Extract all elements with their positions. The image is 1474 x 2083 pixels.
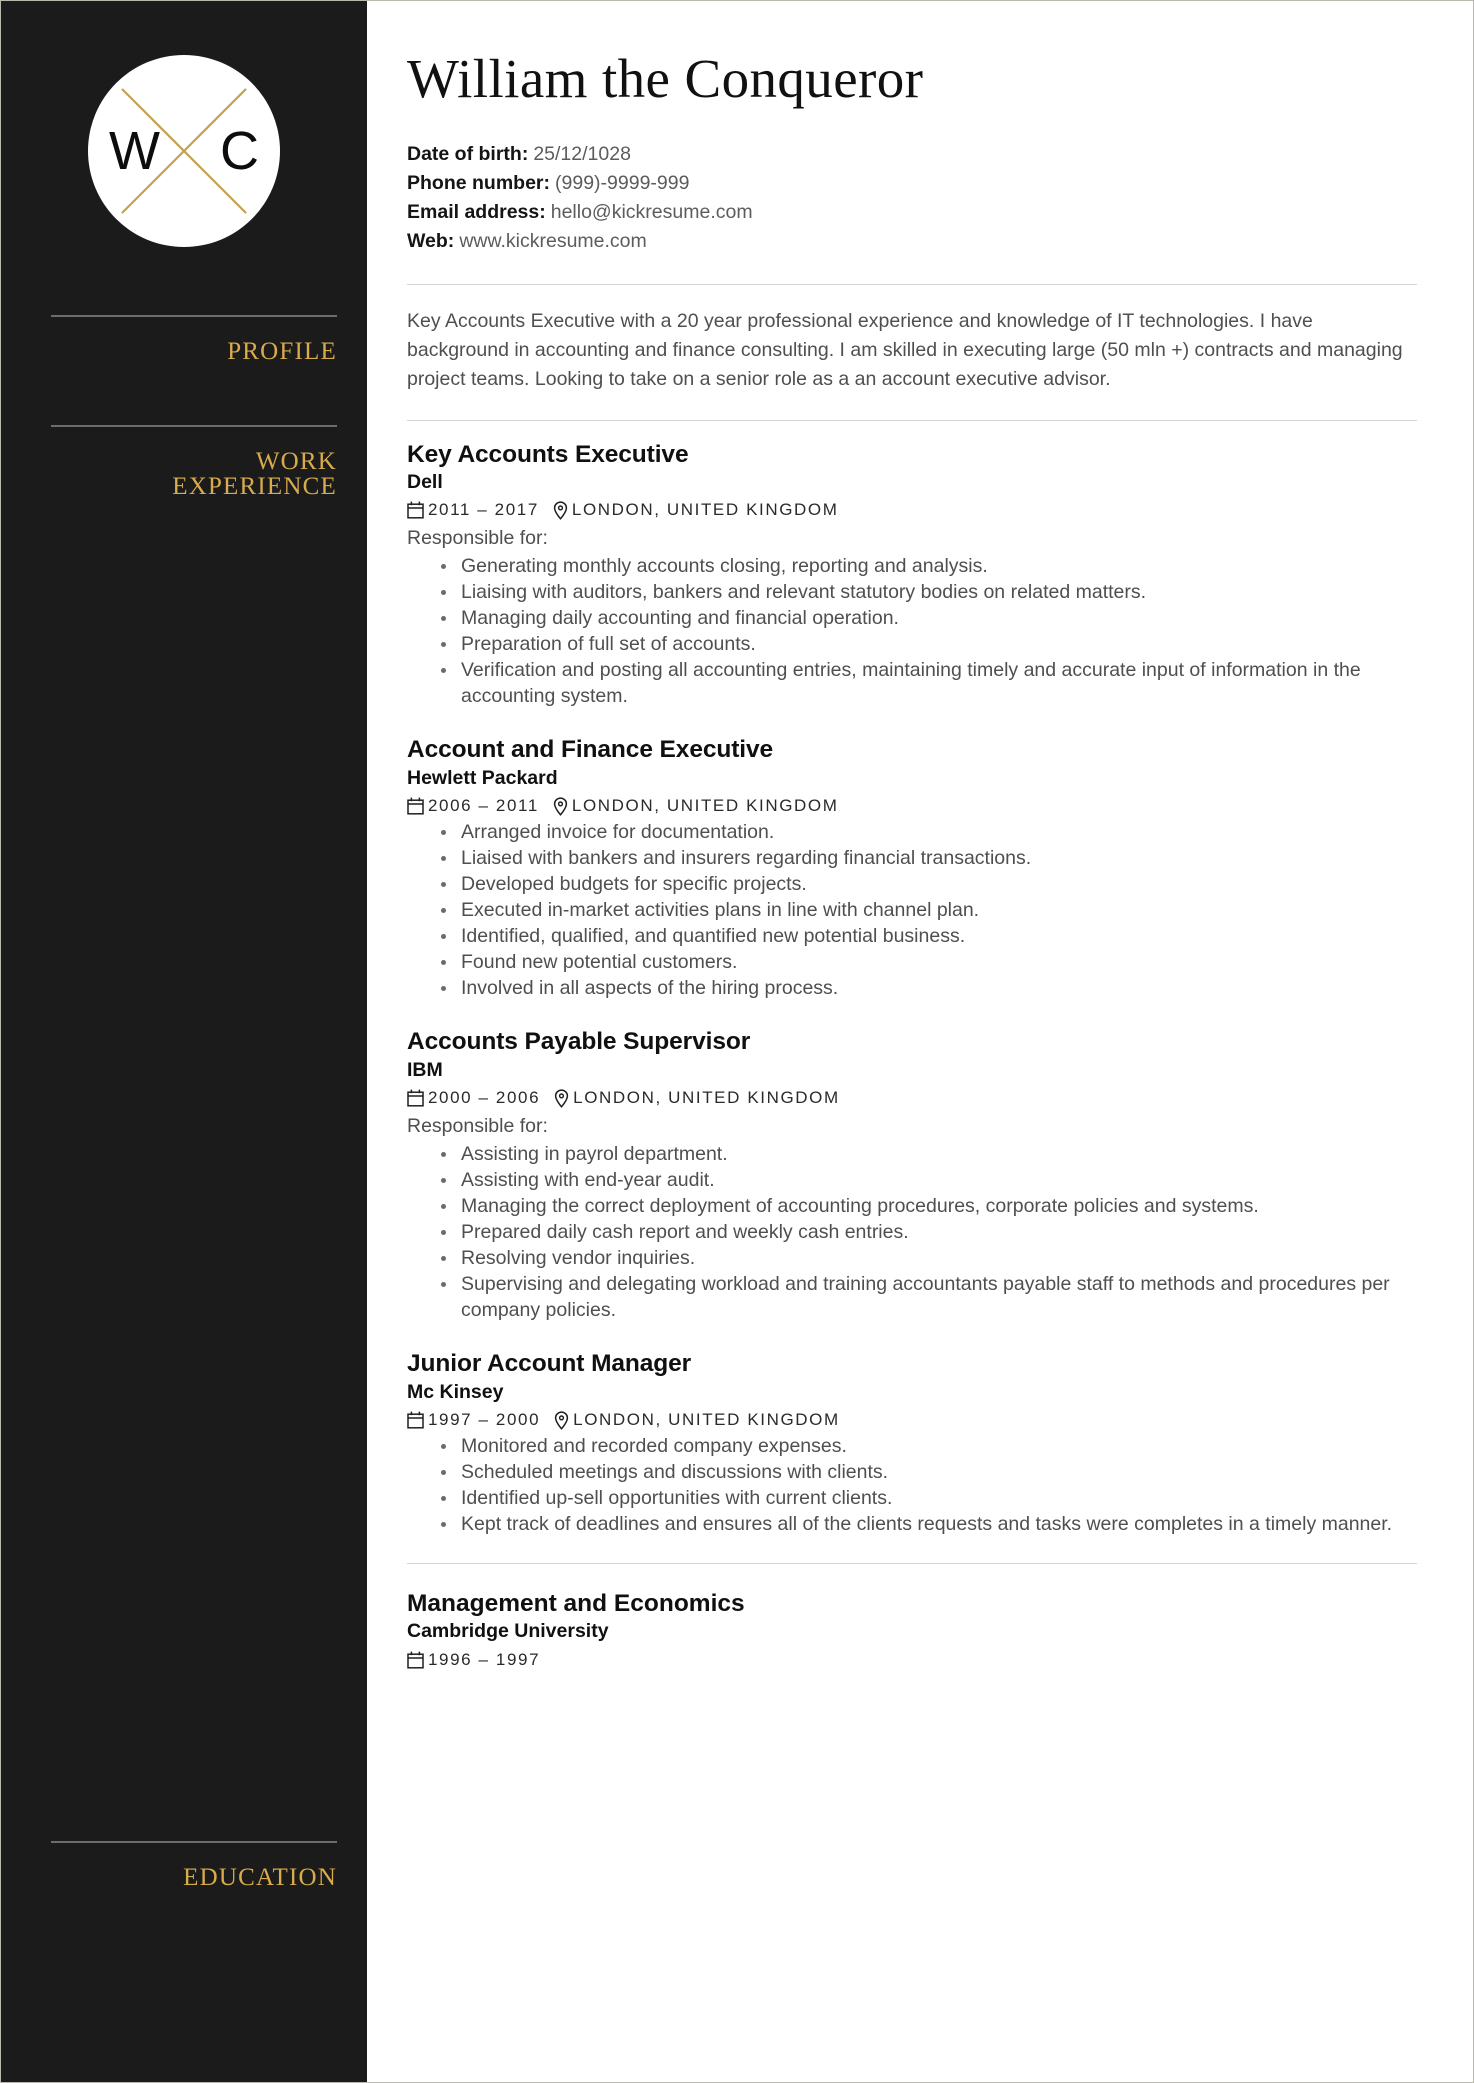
contact-value[interactable]: hello@kickresume.com bbox=[550, 200, 753, 223]
job-company: Dell bbox=[407, 470, 443, 493]
education-dates: 1996 – 1997 bbox=[428, 1649, 541, 1669]
job-bullet: Preparation of full set of accounts. bbox=[441, 631, 1417, 657]
job-meta bbox=[407, 1087, 1417, 1109]
contact-value[interactable]: www.kickresume.com bbox=[459, 229, 647, 252]
main-content bbox=[367, 1, 1473, 2082]
job-bullet: Liaising with auditors, bankers and relevant statutory bodies on related matters. bbox=[441, 579, 1417, 605]
job-bullet: Scheduled meetings and discussions with clients. bbox=[441, 1459, 1417, 1485]
location-pin-icon bbox=[554, 1089, 569, 1108]
job-bullet: Found new potential customers. bbox=[441, 949, 1417, 975]
job-meta bbox=[407, 499, 1417, 521]
job-bullet-list bbox=[407, 1141, 1417, 1323]
job-bullet: Verification and posting all accounting entries, maintaining timely and accurate input of information in the accounting system. bbox=[441, 657, 1417, 709]
job-dates: 2006 – 2011 bbox=[428, 796, 539, 816]
job-location: LONDON, UNITED KINGDOM bbox=[573, 1409, 840, 1429]
divider bbox=[407, 1563, 1417, 1564]
resume-document bbox=[1, 1, 1473, 2082]
job-bullet: Arranged invoice for documentation. bbox=[441, 819, 1417, 845]
job-company: IBM bbox=[407, 1058, 443, 1081]
job-meta bbox=[407, 1409, 1417, 1431]
job-company: Mc Kinsey bbox=[407, 1380, 504, 1403]
monogram-initial-left: W bbox=[109, 121, 160, 181]
contact-value: (999)-9999-999 bbox=[555, 171, 690, 194]
sidebar-label-work-line1: WORK bbox=[255, 447, 337, 475]
divider bbox=[407, 284, 1417, 285]
job-bullet: Executed in-market activities plans in line with channel plan. bbox=[441, 897, 1417, 923]
education-school: Cambridge University bbox=[407, 1620, 609, 1643]
monogram-letters bbox=[109, 120, 259, 182]
job-dates: 1997 – 2000 bbox=[428, 1409, 541, 1429]
job-bullet-list bbox=[407, 819, 1417, 1001]
contact-row-phone bbox=[407, 169, 1417, 198]
contact-label: Email address: bbox=[407, 200, 546, 223]
work-experience-item bbox=[407, 441, 1417, 710]
education-list bbox=[407, 1590, 1417, 1671]
sidebar-section-education bbox=[1, 1841, 367, 1891]
job-bullet: Assisting with end-year audit. bbox=[441, 1167, 1417, 1193]
location-pin-icon bbox=[553, 501, 568, 520]
job-title: Key Accounts Executive bbox=[407, 440, 689, 468]
job-bullet: Assisting in payrol department. bbox=[441, 1141, 1417, 1167]
job-bullet-list bbox=[407, 1433, 1417, 1537]
education-degree: Management and Economics bbox=[407, 1590, 745, 1618]
monogram-logo bbox=[88, 55, 280, 247]
education-item bbox=[407, 1590, 1417, 1671]
job-intro: Responsible for: bbox=[407, 527, 548, 550]
job-intro: Responsible for: bbox=[407, 1115, 548, 1138]
job-bullet: Kept track of deadlines and ensures all of the clients requests and tasks were completes in a timely manner. bbox=[441, 1511, 1417, 1537]
job-location: LONDON, UNITED KINGDOM bbox=[571, 796, 839, 816]
sidebar-section-work-experience bbox=[1, 425, 367, 500]
job-bullet: Generating monthly accounts closing, reporting and analysis. bbox=[441, 553, 1417, 579]
contact-row-web[interactable] bbox=[407, 227, 1417, 256]
job-bullet: Liaised with bankers and insurers regarding financial transactions. bbox=[441, 845, 1417, 871]
job-bullet: Monitored and recorded company expenses. bbox=[441, 1433, 1417, 1459]
sidebar-section-profile bbox=[1, 315, 367, 365]
job-bullet: Supervising and delegating workload and training accountants payable staff to methods and procedures per company policies. bbox=[441, 1271, 1417, 1323]
contact-label: Phone number: bbox=[407, 171, 551, 194]
logo-wrapper bbox=[1, 1, 367, 247]
calendar-icon bbox=[407, 797, 424, 815]
location-pin-icon bbox=[554, 1411, 569, 1430]
sidebar-label-profile: PROFILE bbox=[227, 338, 337, 365]
calendar-icon bbox=[407, 501, 424, 519]
sidebar-rule bbox=[51, 1841, 337, 1843]
job-bullet: Prepared daily cash report and weekly cash entries. bbox=[441, 1219, 1417, 1245]
job-bullet: Identified, qualified, and quantified new potential business. bbox=[441, 923, 1417, 949]
sidebar-rule bbox=[51, 425, 337, 427]
job-bullet-list bbox=[407, 553, 1417, 709]
page-title: William the Conqueror bbox=[407, 48, 924, 109]
contact-row-date-of-birth bbox=[407, 140, 1417, 169]
calendar-icon bbox=[407, 1651, 424, 1669]
monogram-initial-right: C bbox=[220, 121, 259, 181]
work-experience-list bbox=[407, 441, 1417, 1538]
contact-row-email[interactable] bbox=[407, 198, 1417, 227]
sidebar-rule bbox=[51, 315, 337, 317]
profile-summary: Key Accounts Executive with a 20 year professional experience and knowledge of IT technologies. I have background in accounting and finance consulting. I am skilled in executing large (50 mln +) contracts and managing project teams. Looking to take on a senior role as a an account executive advisor. bbox=[407, 309, 1403, 390]
job-location: LONDON, UNITED KINGDOM bbox=[571, 500, 839, 520]
calendar-icon bbox=[407, 1089, 424, 1107]
sidebar bbox=[1, 1, 367, 2082]
sidebar-label-work-line2: EXPERIENCE bbox=[172, 473, 337, 500]
job-bullet: Developed budgets for specific projects. bbox=[441, 871, 1417, 897]
work-experience-item bbox=[407, 1028, 1417, 1323]
job-title: Accounts Payable Supervisor bbox=[407, 1028, 751, 1056]
job-bullet: Resolving vendor inquiries. bbox=[441, 1245, 1417, 1271]
contact-label: Date of birth: bbox=[407, 142, 529, 165]
job-dates: 2000 – 2006 bbox=[428, 1088, 541, 1108]
job-bullet: Managing the correct deployment of accounting procedures, corporate policies and systems. bbox=[441, 1193, 1417, 1219]
job-meta bbox=[407, 795, 1417, 817]
location-pin-icon bbox=[553, 797, 568, 816]
education-meta bbox=[407, 1649, 1417, 1671]
job-bullet: Involved in all aspects of the hiring process. bbox=[441, 975, 1417, 1001]
work-experience-item bbox=[407, 736, 1417, 1001]
contact-label: Web: bbox=[407, 229, 455, 252]
work-experience-item bbox=[407, 1350, 1417, 1537]
contact-value: 25/12/1028 bbox=[533, 142, 631, 165]
contact-block bbox=[407, 140, 1417, 256]
job-title: Account and Finance Executive bbox=[407, 736, 774, 764]
job-company: Hewlett Packard bbox=[407, 766, 558, 789]
job-bullet: Identified up-sell opportunities with current clients. bbox=[441, 1485, 1417, 1511]
job-bullet: Managing daily accounting and financial operation. bbox=[441, 605, 1417, 631]
sidebar-label-education: EDUCATION bbox=[183, 1864, 337, 1891]
job-location: LONDON, UNITED KINGDOM bbox=[573, 1088, 840, 1108]
calendar-icon bbox=[407, 1411, 424, 1429]
job-dates: 2011 – 2017 bbox=[428, 500, 539, 520]
job-title: Junior Account Manager bbox=[407, 1350, 692, 1378]
divider bbox=[407, 420, 1417, 421]
